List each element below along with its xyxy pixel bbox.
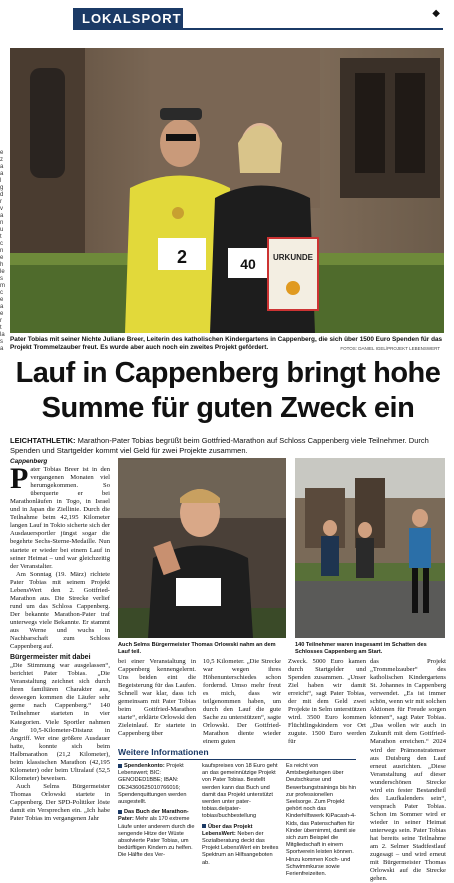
info-a-head: Spendenkonto:: [124, 763, 165, 769]
info-c-text: kaufspreises von 18 Euro geht an das gemeinnützige Projekt von Pater Tobias. Bestellt werden kann das Buch und damit das Projekt unterstützt werden unter pater-tobias.de/pater-tobias/buchbestellung: [202, 763, 278, 820]
info-box-rule: [118, 759, 356, 760]
column-1: [10, 458, 110, 823]
margin-fragment: a: [0, 164, 4, 170]
margin-fragment: e: [0, 255, 4, 261]
margin-fragment: m: [0, 283, 5, 289]
margin-fragment: le: [0, 269, 5, 275]
margin-fragment: a: [0, 171, 4, 177]
photo-credit: FOTOS: DANIEL IGEL/PROJEKT LEBENSWERT: [340, 346, 440, 351]
column-5: das Projekt „Trommelzauber“ des katholischen Kindergartens St. Johannes in Cappenberg verwendet. „Es ist immer schön, wenn wir mit solchen Aktionen für Freude sorgen können“, sagt Pater Tobias. „Das wollen wir auch in Zukunft mit dem Gottfried-Marathon erreichen.“ 2024 wird der Prämonstratenser aus Duisburg den Lauf erneut ausrichten. „Diese Veranstaltung auf dieser wunderschönen Strecke wird ein fester Bestandteil des Laufkalenders sein“, versprach Pater Tobias. Schon im Sommer wird er wieder in seiner Heimat unterwegs sein. Pater Tobias hat bereits seine Teilnahme am 2. Selmer Stadtfestlauf zugesagt – und wird erneut mit Bürgermeister Thomas Orlowski auf die Strecke gehen.: [370, 658, 446, 883]
bib-right: 40: [240, 256, 256, 272]
margin-fragment: t: [0, 325, 2, 331]
margin-fragment: a: [0, 304, 4, 310]
margin-fragment: u: [0, 227, 4, 233]
margin-fragment: s: [0, 276, 3, 282]
info-a-text: Projekt Lebenswert; BIC: GENODED1BBE; IBAN: DE34360625010766016; Spendenquittungen werden ausgestellt.: [118, 763, 187, 806]
headline-line-2: Summe für guten Zweck ein: [41, 392, 415, 424]
column-2: bei einer Veranstaltung in Cappenberg kennengelernt. Uns beiden eint die Begeisterung für das Laufen. Schnell war klar, dass ich gemeinsam mit Pater Tobias beim Gottfried-Marathon starte“, erklärte Orlowski den Zieleinlauf. Er startete in Cappenberg über: [118, 658, 196, 738]
col1-p3: „Die Stimmung war ausgelassen“, berichtet Pater Tobias. „Die Veranstaltung zeichnet sich durch ihren familiären Charakter aus, deswegen kommen die Läufer sehr gerne nach Cappenberg.“ 140 Teilnehmer starteten in vier Kategorien. Viele Sportler nahmen die 10,5-Kilometer-Distanz in Angriff. Wer eine größere Ausdauer hatte, konnte sich beim Halbmarathon (21,2 Kilometer), beim klassischen Marathon (42,195 Kilometer) oder beim Ultralauf (52,5 Kilometer) beweisen.: [10, 662, 110, 782]
margin-fragment: c: [0, 290, 3, 296]
margin-fragment: c: [0, 241, 3, 247]
info-col-3: Es reicht von Amtsbegleitungen über Deutschkurse und Bewerbungstrainings bis hin zur professionellen Seelsorge. Zum Projekt gehört noch das Kinderhilfswerk KiPacash-4-Kids, das Patenschaften für Kinder übernimmt, damit sie sich zum Beispiel die Mitgliedschaft in einem Sportverein leisten können. Hinzu kommen Koch- und Schwimmkurse sowie Ferienfreizeiten.: [286, 763, 356, 878]
main-photo: [10, 48, 444, 333]
margin-fragment: h: [0, 262, 4, 268]
bullet-square-icon: [118, 810, 122, 814]
margin-strip: [0, 150, 10, 353]
col1-p2: Am Sonntag (19. März) richtete Pater Tobias mit seinem Projekt LebensWert den 2. Gottfried-Marathon aus. Die Strecke verlief rund um das Schloss Cappenberg. Der bekannte Marathon-Pater traf unterwegs viele Bekannte. Er stammt aus Werne und wuchs in Nachbarschaft zum Schloss Cappenberg auf.: [10, 570, 110, 651]
column-4: Zweck. 5000 Euro kamen durch Startgelder und Spenden zusammen. „Unser Ziel haben wir damit erreicht“, sagt Pater Tobias, der mit dem Geld zwei Projekte in Selm unterstützen wird. 3500 Euro kommen Flüchtlingskindern vor Ort zugute. 1500 Euro werden für: [288, 658, 366, 746]
bullet-square-icon: [118, 764, 122, 768]
main-photo-caption: Pater Tobias mit seiner Nichte Juliane Breer, Leiterin des katholischen Kindergartens in Cappenberg, die sich über 1500 Euro Spenden für das Projekt Trommelzauber freut. Es wurde aber auch noch ein zweites Projekt gefördert.: [10, 336, 443, 351]
margin-fragment: n: [0, 248, 4, 254]
margin-fragment: l: [0, 178, 2, 184]
margin-fragment: e: [0, 311, 4, 317]
margin-fragment: s: [0, 339, 3, 345]
lead-kicker: LEICHTATHLETIK:: [10, 436, 76, 445]
col1-p1: ater Tobias Breer ist in den vergangenen Monaten viel herumgekommen. So überquerte er bei Marathonläufen in Togo, in Israel und in Japan die Ziellinie. Durch die Teilnahme beim 42,195 Kilometer langen Lauf in Tokio sicherte sich der Ausdauersportler jüngst sogar die begehrte Sechs-Sterne-Medaille. Nun startete er wieder bei einem Lauf in seiner Heimat – und war gleichzeitig der Veranstalter.: [10, 466, 110, 570]
info-d-head: Über das Projekt LebensWert:: [202, 823, 253, 837]
margin-fragment: v: [0, 206, 3, 212]
photo-runner-mayor: [118, 458, 286, 638]
section-title: LOKALSPORT: [82, 11, 182, 26]
info-d-text: Neben der Sozialberatung deckt das Projekt LebensWert ein breites Spektrum an Hilfsangeboten ab.: [202, 830, 279, 866]
info-b-head: Das Buch der Marathon-Pater:: [118, 809, 189, 823]
subheading: Bürgermeister mit dabei: [10, 654, 91, 662]
margin-fragment: r: [0, 199, 2, 205]
section-header: [73, 8, 443, 30]
section-rule: [183, 28, 443, 30]
drop-cap: P: [10, 462, 29, 496]
photo-3-caption: 140 Teilnehmer waren insgesamt im Schatten des Schlosses Cappenberg am Start.: [295, 642, 427, 655]
info-box-title: Weitere Informationen: [118, 747, 209, 757]
headline: [6, 356, 450, 426]
photo-runner-mayor-illustration: [118, 458, 286, 638]
photo-runners-castle: [295, 458, 445, 638]
diamond-icon: ◆: [432, 8, 440, 19]
margin-fragment: a: [0, 346, 4, 352]
headline-line-1: Lauf in Cappenberg bringt hohe: [15, 357, 441, 389]
margin-fragment: t: [0, 234, 2, 240]
margin-fragment: e: [0, 150, 4, 156]
margin-fragment: g: [0, 185, 4, 191]
info-col-1: [118, 763, 195, 878]
certificate-title: URKUNDE: [273, 253, 313, 262]
info-box: [118, 747, 356, 878]
margin-fragment: e: [0, 297, 4, 303]
margin-fragment: n: [0, 220, 4, 226]
dateline: Cappenberg: [10, 458, 48, 465]
margin-fragment: r: [0, 318, 2, 324]
col1-p4: Auch Selms Bürgermeister Thomas Orlowski startete in Cappenberg. Der SPD-Politiker löste damit ein Versprechen ein. „Ich habe Pater Tobias im vergangenen Jahr: [10, 782, 110, 823]
main-photo-illustration: [10, 48, 444, 333]
lead-text: Marathon-Pater Tobias begrüßt beim Gottfried-Marathon auf Schloss Cappenberg viele Teilnehmer. Durch Spenden und Startgelder kommt viel Geld für zwei Projekte zusammen.: [10, 436, 429, 455]
margin-fragment: la: [0, 332, 5, 338]
margin-fragment: d: [0, 192, 4, 198]
bib-left: 2: [176, 247, 188, 267]
margin-fragment: z: [0, 157, 3, 163]
bullet-square-icon: [202, 824, 206, 828]
photo-runners-castle-illustration: [295, 458, 445, 638]
margin-fragment: a: [0, 213, 4, 219]
info-col-2: [202, 763, 279, 878]
column-3: 10,5 Kilometer. „Die Strecke war wegen ihres Höhenunterschiedes schon fordernd. Umso mehr freut es mich, dass wir teilgenommen haben, um durch den Lauf die gute Sache zu unterstützen“, sagte Orlowski. Der Gottfried-Marathon diente wieder einem guten: [203, 658, 281, 746]
photo-2-caption: Auch Selms Bürgermeister Thomas Orlowski nahm an dem Lauf teil.: [118, 642, 276, 655]
lead-paragraph: [10, 436, 444, 456]
info-b-text: Mehr als 170 extreme Läufe unter anderem durch die sengende Hitze der Wüste absolvierte Pater Tobias, um bedürftigen Kindern zu helfen. Die Hälfte des Ver-: [118, 816, 195, 859]
